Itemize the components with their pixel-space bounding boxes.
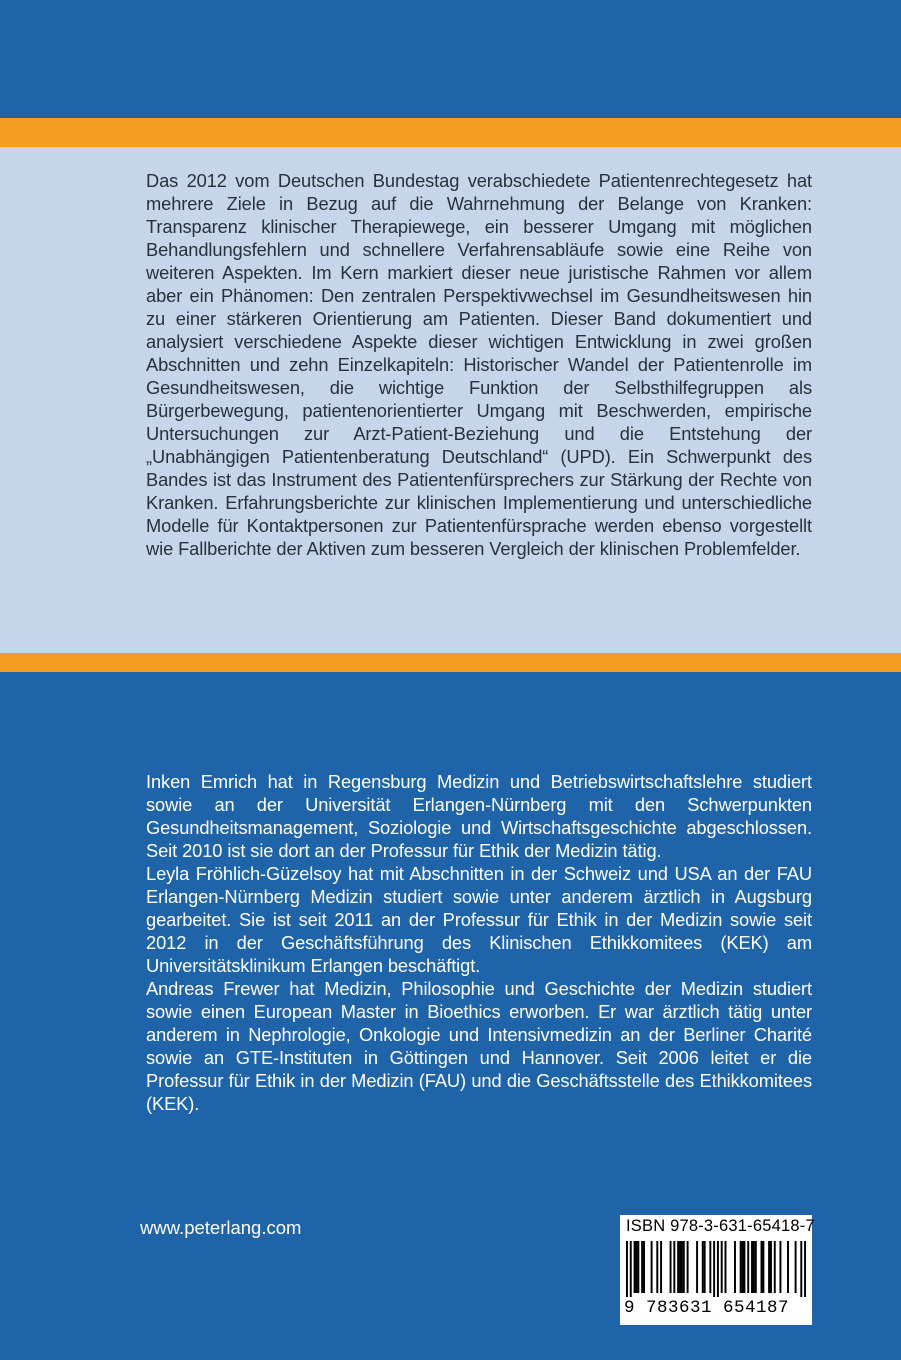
barcode-bar (713, 1241, 715, 1297)
barcode-bar (751, 1241, 753, 1293)
barcode-bar (634, 1241, 636, 1293)
barcode-bar (687, 1241, 689, 1293)
barcode-bar (626, 1241, 628, 1297)
barcode-bar (779, 1241, 781, 1293)
barcode-bar (677, 1241, 679, 1293)
book-description: Das 2012 vom Deutschen Bundestag verabschiedete Patientenrechtegesetz hat mehrere Ziele in Bezug auf die Wahrnehmung der Belange von Kranken: Transparenz klinischer Therapiewege, ein besserer Umgang mit möglichen Behandlungsfehlern und schnellere Verfahrensabläufe sowie eine Reihe von weiteren Aspekten. Im Kern markiert dieser neue juristische Rahmen vor allem aber ein Phänomen: Den zentralen Perspektivwechsel im Gesundheitswesen hin zu einer stärkeren Orientierung am Patienten. Dieser Band dokumentiert und analysiert verschiedene Aspekte dieser wichtigen Entwicklung in zwei großen Abschnitten und zehn Einzelkapiteln: Historischer Wandel der Patientenrolle im Gesundheitswesen, die wichtige Funktion der Selbsthilfegruppen als Bürgerbewegung, patientenorientierter Umgang mit Beschwerden, empirische Untersuchungen zur Arzt-Patient-Beziehung und die Entstehung der „Unabhängigen Patientenberatung Deutschland“ (UPD). Ein Schwerpunkt des Bandes ist das Instrument des Patientenfürsprechers zur Stärkung der Rechte von Kranken. Erfahrungsberichte zur klinischen Implementierung und unterschiedliche Modelle für Kontaktpersonen zur Patientenfürsprache werden ebenso vorgestellt wie Fallberichte der Aktiven zum besseren Vergleich der klinischen Problemfelder. (146, 170, 812, 559)
ean-number: 9 783631 654187 (624, 1298, 790, 1318)
publisher-website[interactable]: www.peterlang.com (140, 1217, 302, 1238)
barcode-bar (755, 1241, 757, 1293)
isbn-label: ISBN 978-3-631-65418-7 (626, 1217, 815, 1235)
barcode-bar (630, 1241, 632, 1297)
barcode-bar (702, 1241, 704, 1293)
barcode-bar (795, 1241, 797, 1293)
barcode-bar (679, 1241, 681, 1293)
barcode-bar (753, 1241, 755, 1293)
barcode-bar (740, 1241, 742, 1293)
barcode-bar (742, 1241, 744, 1293)
description-panel (0, 147, 901, 653)
barcode-bar (717, 1241, 719, 1297)
barcode-bar (637, 1241, 639, 1293)
barcode-graphic (626, 1241, 806, 1297)
bottom-orange-stripe (0, 653, 901, 672)
top-orange-stripe (0, 118, 901, 147)
barcode-bar (656, 1241, 658, 1293)
barcode-bar (768, 1241, 770, 1293)
barcode-bar (743, 1241, 745, 1293)
barcode-bar (683, 1241, 685, 1293)
author-bio-froehlich-guezelsoy: Leyla Fröhlich-Güzelsoy hat mit Abschnitten in der Schweiz und USA an der FAU Erlangen-Nürnberg Medizin studiert sowie unter anderem ärztlich in Augsburg gearbeitet. Sie ist seit 2011 an der Professur für Ethik in der Medizin sowie seit 2012 in der Geschäftsführung des Klinischen Ethikkomitees (KEK) am Universitätsklinikum Erlangen beschäftigt. (146, 863, 812, 976)
barcode-bar (721, 1241, 723, 1293)
barcode-bar (641, 1241, 643, 1293)
barcode-bar (800, 1241, 802, 1297)
barcode-bar (725, 1241, 727, 1293)
author-bios (146, 770, 812, 1115)
barcode-bar (660, 1241, 662, 1293)
isbn-barcode (620, 1215, 815, 1325)
barcode-bar (770, 1241, 772, 1293)
barcode-bar (774, 1241, 776, 1293)
barcode-bar (643, 1241, 645, 1293)
barcode-bar (670, 1241, 672, 1293)
barcode-bar (709, 1241, 711, 1293)
author-bio-frewer: Andreas Frewer hat Medizin, Philosophie und Geschichte der Medizin studiert sowie einen European Master in Bioethics erworben. Er war ärztlich tätig unter anderem in Nephrologie, Onkologie und Intensivmedizin an der Berliner Charité sowie an GTE-Instituten in Göttingen und Hannover. Seit 2006 leitet er die Professur für Ethik in der Medizin (FAU) und die Geschäftsstelle des Ethikkomitees (KEK). (146, 978, 812, 1114)
barcode-bar (696, 1241, 698, 1293)
barcode-bar (704, 1241, 706, 1293)
barcode-bar (761, 1241, 763, 1293)
barcode-bar (673, 1241, 675, 1293)
barcode-bar (734, 1241, 736, 1293)
barcode-bar (635, 1241, 637, 1293)
barcode-bar (787, 1241, 789, 1293)
barcode-bar (651, 1241, 653, 1293)
barcode-bar (681, 1241, 683, 1293)
barcode-bar (747, 1241, 749, 1293)
barcode-bar (804, 1241, 806, 1297)
author-bio-emrich: Inken Emrich hat in Regensburg Medizin und Betriebswirtschaftslehre studiert sowie an der Universität Erlangen-Nürnberg mit den Schwerpunkten Gesundheitsmanagement, Soziologie und Wirtschaftsgeschichte abgeschlossen. Seit 2010 ist sie dort an der Professur für Ethik der Medizin tätig. (146, 771, 812, 861)
barcode-bar (762, 1241, 764, 1293)
